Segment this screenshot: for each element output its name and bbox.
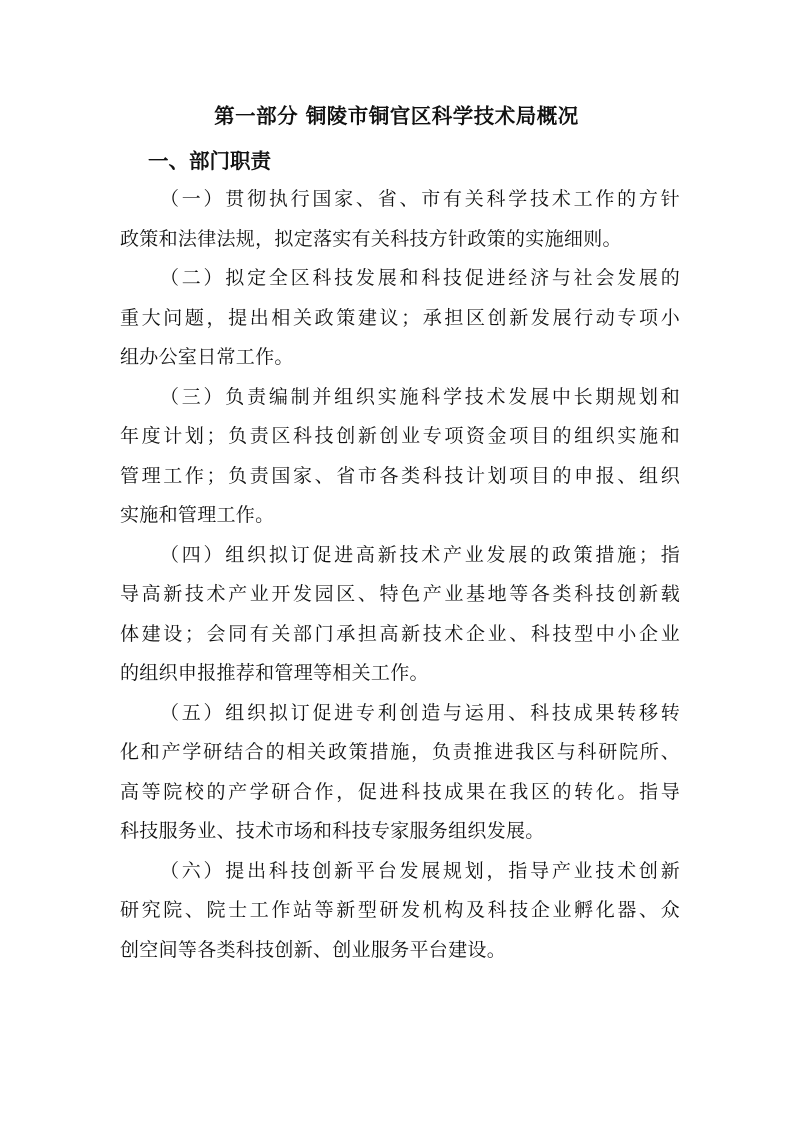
paragraph-line: 高等院校的产学研合作，促进科技成果在我区的转化。指导 xyxy=(120,780,680,803)
paragraph-line: 的组织申报推荐和管理等相关工作。 xyxy=(120,662,429,684)
paragraph-5 xyxy=(120,694,680,852)
paragraph-line: 重大问题，提出相关政策建议；承担区创新发展行动专项小 xyxy=(120,306,680,329)
paragraph-line: 导高新技术产业开发园区、特色产业基地等各类科技创新载 xyxy=(120,583,680,605)
paragraph-6 xyxy=(120,852,680,971)
paragraph-line: 体建设；会同有关部门承担高新技术企业、科技型中小企业 xyxy=(120,622,680,645)
paragraph-line: （二）拟定全区科技发展和科技促进经济与社会发展的 xyxy=(160,267,680,289)
paragraph-line: 研究院、院士工作站等新型研发机构及科技企业孵化器、众 xyxy=(120,899,680,921)
paragraph-line: 组办公室日常工作。 xyxy=(120,346,294,368)
paragraph-2 xyxy=(120,259,680,378)
paragraph-line: （四）组织拟订促进高新技术产业发展的政策措施；指 xyxy=(160,543,680,566)
paragraph-line: （六）提出科技创新平台发展规划，指导产业技术创新 xyxy=(160,859,680,882)
paragraph-line: 化和产学研结合的相关政策措施，负责推进我区与科研院所、 xyxy=(120,741,680,763)
paragraph-line: 实施和管理工作。 xyxy=(120,504,275,526)
page-title: 第一部分 铜陵市铜官区科学技术局概况 xyxy=(214,104,579,128)
paragraph-1 xyxy=(120,180,680,259)
paragraph-line: 创空间等各类科技创新、创业服务平台建设。 xyxy=(120,938,507,961)
section-heading: 一、部门职责 xyxy=(148,149,271,173)
paragraph-line: 管理工作；负责国家、省市各类科技计划项目的申报、组织 xyxy=(120,464,680,487)
paragraph-line: （三）负责编制并组织实施科学技术发展中长期规划和 xyxy=(160,385,680,408)
paragraph-line: 科技服务业、技术市场和科技专家服务组织发展。 xyxy=(120,820,545,842)
body-text xyxy=(120,180,680,970)
paragraph-4 xyxy=(120,536,680,694)
paragraph-line: 政策和法律法规，拟定落实有关科技方针政策的实施细则。 xyxy=(120,227,622,250)
paragraph-3 xyxy=(120,378,680,536)
paragraph-line: （五）组织拟订促进专利创造与运用、科技成果转移转 xyxy=(160,701,680,724)
paragraph-line: 年度计划；负责区科技创新创业专项资金项目的组织实施和 xyxy=(120,425,680,447)
paragraph-line: （一）贯彻执行国家、省、市有关科学技术工作的方针 xyxy=(160,188,680,210)
